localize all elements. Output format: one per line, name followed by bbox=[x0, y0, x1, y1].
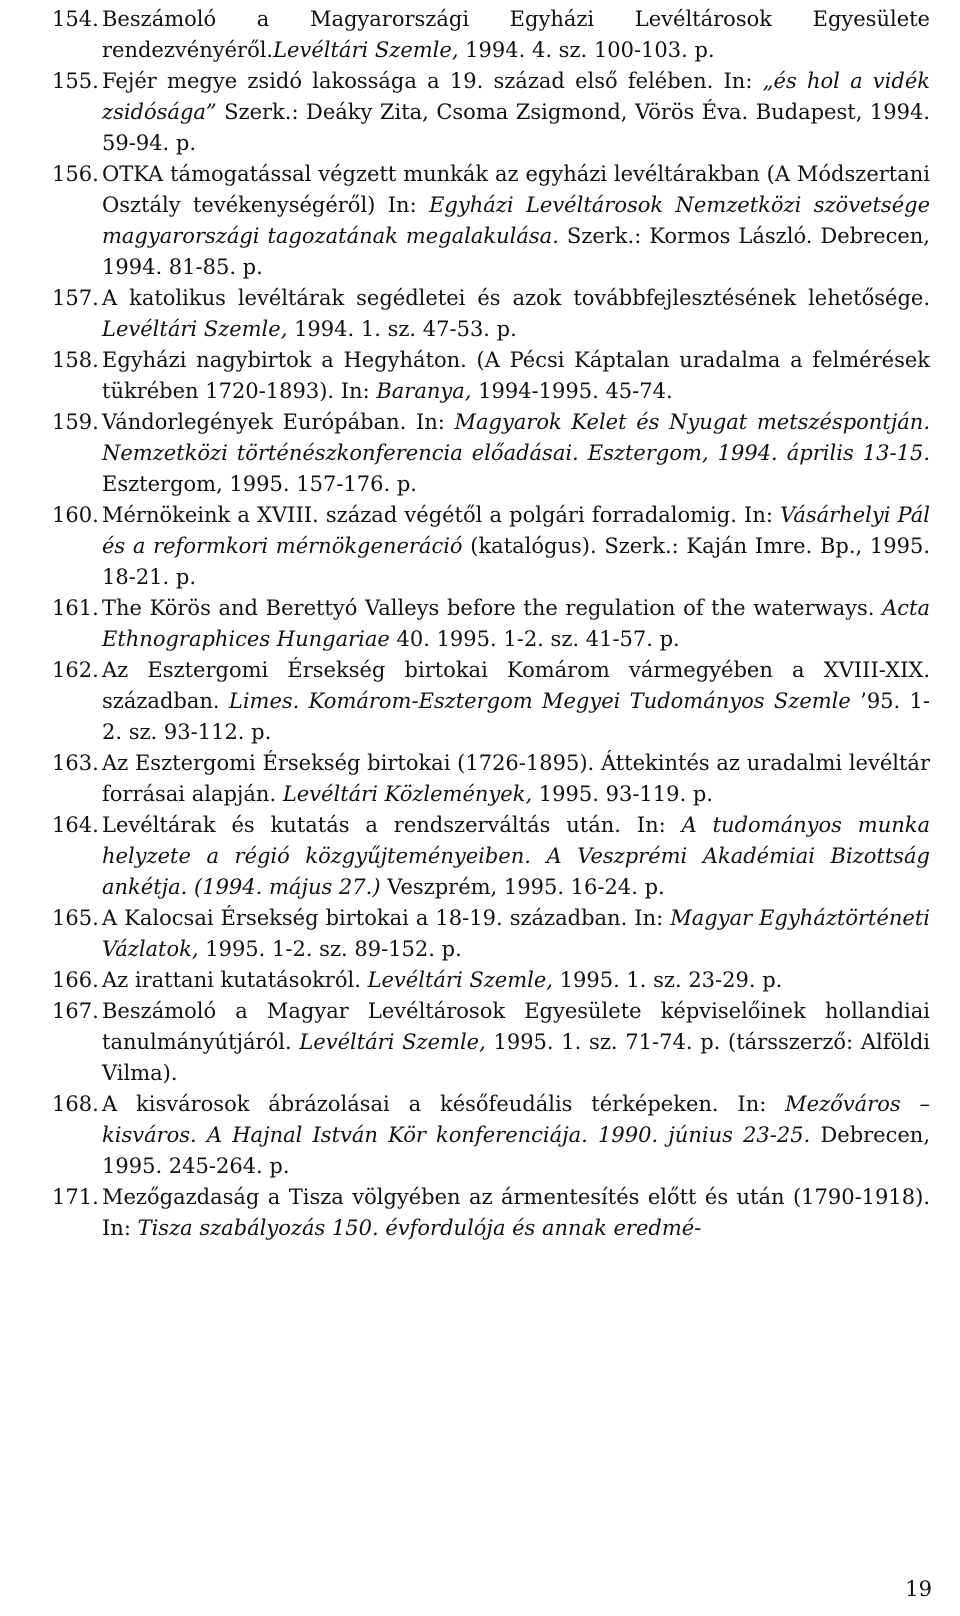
entry-number: 167. bbox=[52, 999, 99, 1023]
bibliography-entry bbox=[52, 407, 930, 500]
bibliography-entry bbox=[52, 1182, 930, 1244]
entry-text-segment: Veszprém, 1995. 16-24. p. bbox=[380, 875, 665, 899]
entry-text-segment: Beszámoló a Magyar Levéltárosok Egyesülete képviselőinek hollandiai tanulmányútjáról. bbox=[102, 999, 930, 1054]
entry-text-segment: Szerk.: Kormos László. Debrecen, 1994. 81-85. p. bbox=[102, 224, 930, 279]
entry-italic-title: A tudományos munka helyzete a régió közgyűjteményeiben. A Veszprémi Akadémiai Bizottság ankétja. (1994. május 27.) bbox=[102, 813, 930, 899]
entry-text-segment: Az Esztergomi Érsekség birtokai Komárom vármegyében a XVIII-XIX. században. bbox=[102, 658, 930, 713]
bibliography-entry bbox=[52, 903, 930, 965]
entry-text bbox=[102, 1182, 930, 1244]
entry-italic-title: Levéltári Szemle, bbox=[367, 968, 553, 992]
entry-italic-title: Levéltári Szemle, bbox=[273, 38, 459, 62]
entry-number: 166. bbox=[52, 968, 99, 992]
bibliography-entry bbox=[52, 965, 930, 996]
page-number: 19 bbox=[905, 1577, 932, 1601]
entry-text-segment: Levéltárak és kutatás a rendszerváltás után. In: bbox=[102, 813, 682, 837]
entry-text bbox=[102, 500, 930, 593]
entry-number: 161. bbox=[52, 596, 99, 620]
entry-text-segment: Fejér megye zsidó lakossága a 19. század első felében. In: bbox=[102, 69, 763, 93]
entry-text-segment: Vándorlegények Európában. In: bbox=[102, 410, 455, 434]
entry-text bbox=[102, 996, 930, 1089]
entry-text bbox=[102, 159, 930, 283]
entry-text-segment: A kisvárosok ábrázolásai a későfeudális térképeken. In: bbox=[102, 1092, 786, 1116]
bibliography-entry bbox=[52, 996, 930, 1089]
entry-text bbox=[102, 965, 930, 996]
entry-text-segment: Szerk.: Deáky Zita, Csoma Zsigmond, Vörös Éva. Budapest, 1994. 59-94. p. bbox=[102, 100, 930, 155]
entry-number: 163. bbox=[52, 751, 99, 775]
entry-italic-title: Vásárhelyi Pál és a reformkori mérnökgeneráció bbox=[102, 503, 930, 558]
entry-text-segment: Debrecen, 1995. 245-264. p. bbox=[102, 1123, 930, 1178]
bibliography-entry bbox=[52, 66, 930, 159]
entry-text-segment: (katalógus). Szerk.: Kaján Imre. Bp., 1995. 18-21. p. bbox=[102, 534, 930, 589]
entry-text-segment: OTKA támogatással végzett munkák az egyházi levéltárakban (A Módszertani Osztály tevékenységéről) In: bbox=[102, 162, 930, 217]
entry-italic-title: Acta Ethnographices Hungariae bbox=[102, 596, 930, 651]
entry-text-segment: 1995. 1. sz. 71-74. p. (társszerző: Alföldi Vilma). bbox=[102, 1030, 930, 1085]
entry-italic-title: „és hol a vidék zsidósága” bbox=[102, 69, 930, 124]
entry-text-segment: 40. 1995. 1-2. sz. 41-57. p. bbox=[389, 627, 680, 651]
bibliography-entry bbox=[52, 748, 930, 810]
entry-italic-title: Levéltári Szemle, bbox=[299, 1030, 486, 1054]
bibliography-entry bbox=[52, 159, 930, 283]
entry-text bbox=[102, 407, 930, 500]
entry-text-segment: A katolikus levéltárak segédletei és azok továbbfejlesztésének lehetősége. bbox=[102, 286, 930, 310]
entry-text bbox=[102, 283, 930, 345]
entry-number: 171. bbox=[52, 1185, 99, 1209]
bibliography-entry bbox=[52, 500, 930, 593]
entry-text-segment: Mezőgazdaság a Tisza völgyében az ármentesítés előtt és után (1790-1918). In: bbox=[102, 1185, 930, 1240]
entry-text-segment: Egyházi nagybirtok a Hegyháton. (A Pécsi Káptalan uradalma a felmérések tükrében 1720-1893). In: bbox=[102, 348, 930, 403]
entry-text-segment: 1995. 1-2. sz. 89-152. p. bbox=[198, 937, 462, 961]
entry-text-segment: 1994-1995. 45-74. bbox=[471, 379, 673, 403]
entry-text bbox=[102, 593, 930, 655]
entry-italic-title: Mezőváros – kisváros. A Hajnal István Kör konferenciája. 1990. június 23-25. bbox=[102, 1092, 930, 1147]
bibliography-entry bbox=[52, 655, 930, 748]
entry-text bbox=[102, 66, 930, 159]
bibliography-entry bbox=[52, 593, 930, 655]
entry-italic-title: Levéltári Szemle, bbox=[102, 317, 288, 341]
entry-text-segment: 1994. 4. sz. 100-103. p. bbox=[458, 38, 715, 62]
entry-italic-title: Magyarok Kelet és Nyugat metszéspontján. Nemzetközi történészkonferencia előadásai. Esztergom, 1994. április 13-15. bbox=[102, 410, 930, 465]
entry-number: 168. bbox=[52, 1092, 99, 1116]
entry-text bbox=[102, 655, 930, 748]
entry-number: 158. bbox=[52, 348, 99, 372]
entry-number: 156. bbox=[52, 162, 99, 186]
entry-number: 165. bbox=[52, 906, 99, 930]
entry-text bbox=[102, 1089, 930, 1182]
entry-italic-title: Magyar Egyháztörténeti Vázlatok, bbox=[102, 906, 931, 961]
entry-text-segment: Az irattani kutatásokról. bbox=[102, 968, 368, 992]
entry-number: 154. bbox=[52, 7, 99, 31]
entry-number: 157. bbox=[52, 286, 99, 310]
entry-text-segment: 1995. 1. sz. 23-29. p. bbox=[552, 968, 783, 992]
entry-number: 155. bbox=[52, 69, 99, 93]
entry-text-segment: A Kalocsai Érsekség birtokai a 18-19. században. In: bbox=[102, 906, 671, 930]
entry-italic-title: Egyházi Levéltárosok Nemzetközi szövetsége magyarországi tagozatának megalakulása. bbox=[102, 193, 930, 248]
bibliography-entry bbox=[52, 345, 930, 407]
entry-number: 160. bbox=[52, 503, 99, 527]
bibliography-entry bbox=[52, 283, 930, 345]
entry-text bbox=[102, 4, 930, 66]
entry-text-segment: ’95. 1-2. sz. 93-112. p. bbox=[102, 689, 930, 744]
entry-italic-title: Tisza szabályozás 150. évfordulója és annak eredmé- bbox=[137, 1216, 702, 1240]
entry-text bbox=[102, 345, 930, 407]
bibliography-list bbox=[52, 4, 930, 1244]
entry-text-segment: Esztergom, 1995. 157-176. p. bbox=[102, 472, 417, 496]
entry-text bbox=[102, 810, 930, 903]
entry-text-segment: The Körös and Berettyó Valleys before the regulation of the waterways. bbox=[102, 596, 883, 620]
entry-text-segment: Mérnökeink a XVIII. század végétől a polgári forradalomig. In: bbox=[102, 503, 781, 527]
entry-italic-title: Baranya, bbox=[376, 379, 472, 403]
entry-number: 159. bbox=[52, 410, 99, 434]
entry-italic-title: Levéltári Közlemények, bbox=[282, 782, 533, 806]
bibliography-entry bbox=[52, 4, 930, 66]
entry-number: 164. bbox=[52, 813, 99, 837]
entry-text-segment: 1994. 1. sz. 47-53. p. bbox=[287, 317, 517, 341]
entry-italic-title: Limes. Komárom-Esztergom Megyei Tudományos Szemle bbox=[228, 689, 851, 713]
entry-text-segment: Az Esztergomi Érsekség birtokai (1726-1895). Áttekintés az uradalmi levéltár forrásai alapján. bbox=[102, 751, 930, 806]
entry-text bbox=[102, 748, 930, 810]
bibliography-entry bbox=[52, 810, 930, 903]
entry-text-segment: 1995. 93-119. p. bbox=[532, 782, 713, 806]
entry-number: 162. bbox=[52, 658, 99, 682]
entry-text-segment: Beszámoló a Magyarországi Egyházi Levéltárosok Egyesülete rendezvényéről. bbox=[102, 7, 930, 62]
bibliography-entry bbox=[52, 1089, 930, 1182]
entry-text bbox=[102, 903, 930, 965]
